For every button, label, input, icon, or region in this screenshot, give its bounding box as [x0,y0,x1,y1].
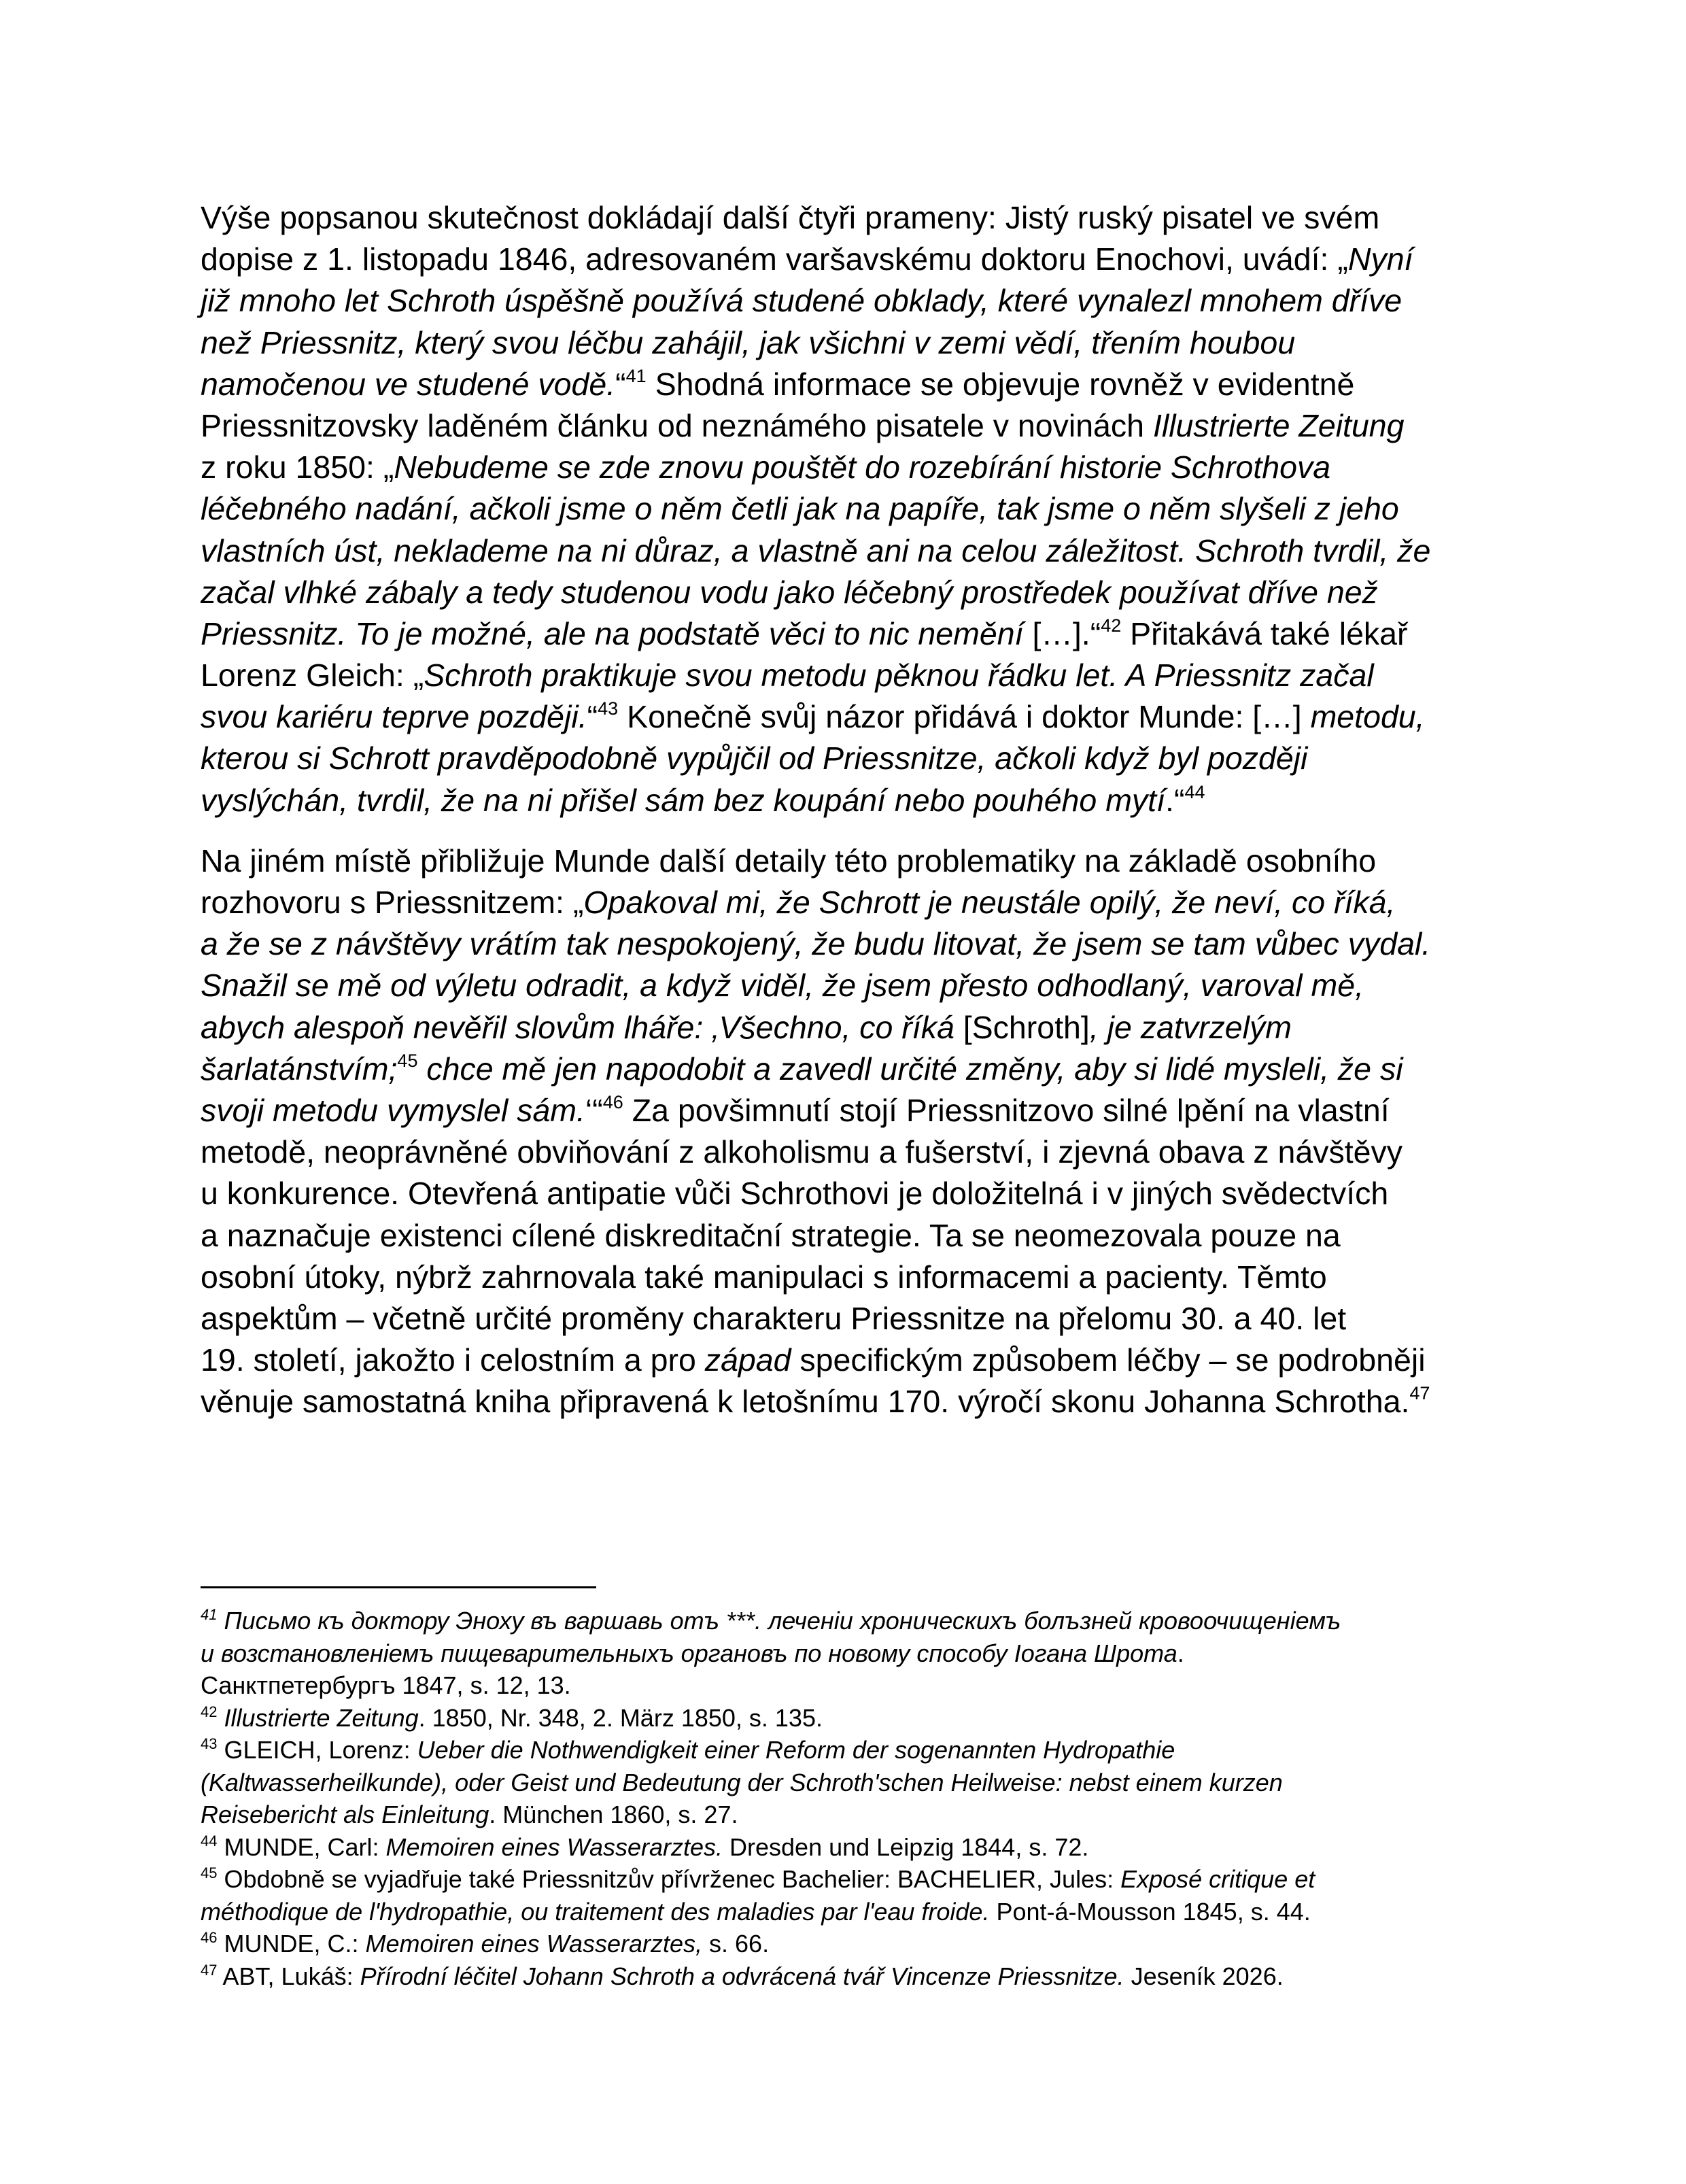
footnote-reference: 47 [201,1961,218,1979]
text-line [201,405,1496,447]
footnote-reference: 45 [397,1050,418,1071]
italic-text: a že se z návštěvy vrátím tak nespokojený, že budu litovat, že jsem se tam vůbec vydal. [201,926,1431,962]
footnote-line [201,1669,1499,1702]
italic-text: Ueber die Nothwendigkeit einer Reform der sogenannten Hydropathie [417,1736,1175,1764]
text-line [201,1381,1496,1422]
text-line [201,1173,1496,1214]
text-run: Výše popsanou skutečnost dokládají další čtyři prameny: Jistý ruský pisatel ve svém [201,200,1380,235]
text-line [201,239,1496,280]
text-line [201,447,1496,488]
italic-text: metodu, [1310,699,1425,735]
italic-text: Memoiren eines Wasserarztes, [365,1930,703,1958]
text-run: specifickým způsobem léčby – se podrobněji [791,1342,1426,1378]
text-line [201,1048,1496,1090]
text-line [201,965,1496,1006]
footnote-reference: 44 [201,1832,218,1849]
text-run: aspektům – včetně určité proměny charakteru Priessnitze na přelomu 30. a 40. let [201,1300,1347,1336]
footnote-line [201,1863,1499,1896]
text-run: Za povšimnutí stojí Priessnitzovo silné lpění na vlastní [623,1092,1390,1128]
italic-text: Reisebericht als Einleitung [201,1801,489,1828]
footnote-line [201,1702,1499,1735]
text-run: a naznačuje existenci cílené diskreditační strategie. Ta se neomezovala pouze na [201,1217,1341,1253]
text-run: MUNDE, C.: [217,1930,366,1958]
italic-text: Priessnitz. To je možné, ale na podstatě věci to nic nemění [201,615,1024,651]
text-line [201,1215,1496,1257]
text-line [201,488,1496,530]
italic-text: než Priessnitz, který svou léčbu zahájil, jak všichni v zemi vědí, třením houbou [201,324,1296,360]
text-line [201,1090,1496,1131]
text-run: Shodná informace se objevuje rovněž v evidentně [646,366,1355,402]
text-run: Jeseník 2026. [1124,1962,1284,1990]
body-text [201,197,1496,1422]
text-run: Přitakává také lékař [1121,615,1408,651]
footnote-reference: 43 [598,698,619,719]
italic-text: Přírodní léčitel Johann Schroth a odvrácená tvář Vincenze Priessnitze. [360,1962,1124,1990]
text-run: u konkurence. Otevřená antipatie vůči Schrothovi je doložitelná i v jiných svědectvích [201,1176,1389,1212]
text-line [201,364,1496,405]
text-line [201,1007,1496,1048]
footnote-line [201,1798,1499,1831]
text-line [201,923,1496,965]
italic-text: и возстановленiемъ пищеварительныхъ органовъ по новому способу Iогана Шрота [201,1639,1177,1667]
italic-text: léčebného nadání, ačkoli jsme o něm četli jak na papíře, tak jsme o něm slyšeli z jeho [201,491,1399,527]
italic-text: šarlatánstvím; [201,1051,398,1087]
text-line [201,780,1496,821]
italic-text: Illustrierte Zeitung [224,1703,419,1732]
text-run: […].“ [1023,615,1101,651]
italic-text: kterou si Schrott pravděpodobně vypůjčil od Priessnitze, ačkoli když byl později [201,740,1308,777]
text-run: ‘“ [585,1092,603,1128]
text-run: osobní útoky, nýbrž zahrnovala také manipulaci s informacemi a pacienty. Těmto [201,1259,1327,1295]
text-line [201,280,1496,322]
text-run: MUNDE, Carl: [217,1832,386,1861]
italic-text: svoji metodu vymyslel sám. [201,1092,585,1128]
text-run: [Schroth] [954,1009,1090,1045]
text-run: . 1850, Nr. 348, 2. März 1850, s. 135. [418,1703,823,1732]
text-run: Lorenz Gleich: „ [201,658,424,694]
italic-text: svou kariéru teprve později. [201,699,587,735]
footnote-separator [201,1586,596,1588]
text-run: s. 66. [702,1930,770,1958]
footnote-reference: 47 [1409,1383,1430,1404]
text-line [201,882,1496,923]
text-line [201,1257,1496,1298]
text-run: .“ [1165,782,1185,818]
text-line [201,1131,1496,1173]
footnote-line [201,1605,1499,1637]
text-run: věnuje samostatná kniha připravená k letošnímu 170. výročí skonu Johanna Schrotha. [201,1384,1410,1420]
text-run: 19. století, jakožto i celostním a pro [201,1342,705,1378]
text-line [201,1340,1496,1381]
italic-text: Schroth praktikuje svou metodu pěknou řádku let. A Priessnitz začal [424,658,1374,694]
italic-text: vyslýchán, tvrdil, že na ni přišel sám bez koupání nebo pouhého mytí [201,782,1166,818]
text-run: Obdobně se vyjadřuje také Priessnitzův přívrženec Bachelier: BACHELIER, Jules: [217,1865,1121,1893]
text-run: ABT, Lukáš: [217,1962,360,1990]
text-run: Konečně svůj názor přidává i doktor Munde: […] [618,699,1311,735]
text-run: z roku 1850: „ [201,449,394,485]
italic-text: Exposé critique et [1120,1865,1315,1893]
footnote-line [201,1896,1499,1928]
italic-text: již mnoho let Schroth úspěšně používá studené obklady, které vynalezl mnohem dříve [201,283,1403,319]
text-run: Na jiném místě přibližuje Munde další detaily této problematiky na základě osobního [201,842,1377,878]
italic-text: Memoiren eines Wasserarztes. [385,1832,723,1861]
footnotes [201,1605,1499,1992]
text-run: GLEICH, Lorenz: [217,1736,417,1764]
italic-text: Opakoval mi, že Schrott je neustále opilý, že neví, co říká, [583,885,1396,920]
footnote-line [201,1831,1499,1864]
text-run: metodě, neoprávněné obviňování z alkoholismu a fušerství, i zjevná obava z návštěvy [201,1134,1403,1170]
text-line [201,572,1496,613]
text-line [201,613,1496,655]
text-line [201,197,1496,239]
footnote-reference: 41 [625,365,647,386]
italic-text: abych alespoň nevěřil slovům lháře: ‚Všechno, co říká [201,1009,954,1045]
italic-text: , je zatvrzelým [1089,1009,1292,1045]
italic-text: Nyní [1347,241,1413,277]
footnote-line [201,1928,1499,1960]
italic-text: vlastních úst, neklademe na ni důraz, a vlastně ani na celou záležitost. Schroth tvrdil, že [201,532,1431,568]
footnote-reference: 44 [1184,781,1205,802]
text-run [217,1704,224,1732]
text-line [201,696,1496,738]
italic-text: (Kaltwasserheilkunde), oder Geist und Bedeutung der Schroth'schen Heilweise: nebst einem kurzen [201,1768,1283,1796]
text-run: “ [587,699,598,735]
text-run: Pont-á-Mousson 1845, s. 44. [989,1897,1311,1926]
text-run: Dresden und Leipzig 1844, s. 72. [723,1832,1089,1861]
italic-text: namočenou ve studené vodě. [201,366,616,402]
paragraph [201,197,1496,821]
text-run: Санктпетербургъ 1847, s. 12, 13. [201,1671,571,1699]
text-line [201,655,1496,696]
text-run: dopise z 1. listopadu 1846, adresovaném varšavskému doktoru Enochovi, uvádí: „ [201,241,1348,277]
text-line [201,322,1496,364]
italic-text: západ [704,1342,791,1378]
footnote-reference: 42 [1101,615,1122,636]
footnote-reference: 42 [201,1703,218,1720]
footnote-line [201,1960,1499,1993]
footnote-reference: 46 [201,1929,218,1946]
text-run: . [1177,1639,1184,1667]
italic-text: Illustrierte Zeitung [1152,407,1405,443]
text-line [201,1298,1496,1340]
text-run: . München 1860, s. 27. [489,1801,738,1828]
footnote-line [201,1637,1499,1670]
footnote-line [201,1734,1499,1767]
text-line [201,840,1496,882]
footnote-reference: 43 [201,1735,218,1752]
italic-text: Nebudeme se zde znovu pouštět do rozebírání historie Schrothova [394,449,1331,485]
footnote-reference: 45 [201,1864,218,1881]
text-line [201,738,1496,779]
italic-text: začal vlhké zábaly a tedy studenou vodu jako léčebný prostředek používat dříve než [201,574,1378,610]
text-line [201,530,1496,572]
italic-text: méthodique de l'hydropathie, ou traitement des maladies par l'eau froide. [201,1897,990,1926]
italic-text: chce mě jen napodobit a zavedl určité změny, aby si lidé mysleli, že si [417,1051,1403,1087]
text-run: rozhovoru s Priessnitzem: „ [201,885,584,920]
footnote-line [201,1767,1499,1799]
footnote-reference: 46 [602,1091,623,1112]
text-run: Priessnitzovsky laděném článku od neznámého pisatele v novinách [201,407,1153,443]
footnote-reference: 41 [201,1606,218,1623]
paragraph [201,840,1496,1423]
italic-text: Snažil se mě od výletu odradit, a když viděl, že jsem přesto odhodlaný, varoval mě, [201,968,1364,1004]
text-run: “ [615,366,626,402]
italic-text: Письмо къ доктору Эноху въ варшавь отъ ***. леченiи хроническихъ болъзней кровоочищенiемъ [217,1607,1341,1635]
